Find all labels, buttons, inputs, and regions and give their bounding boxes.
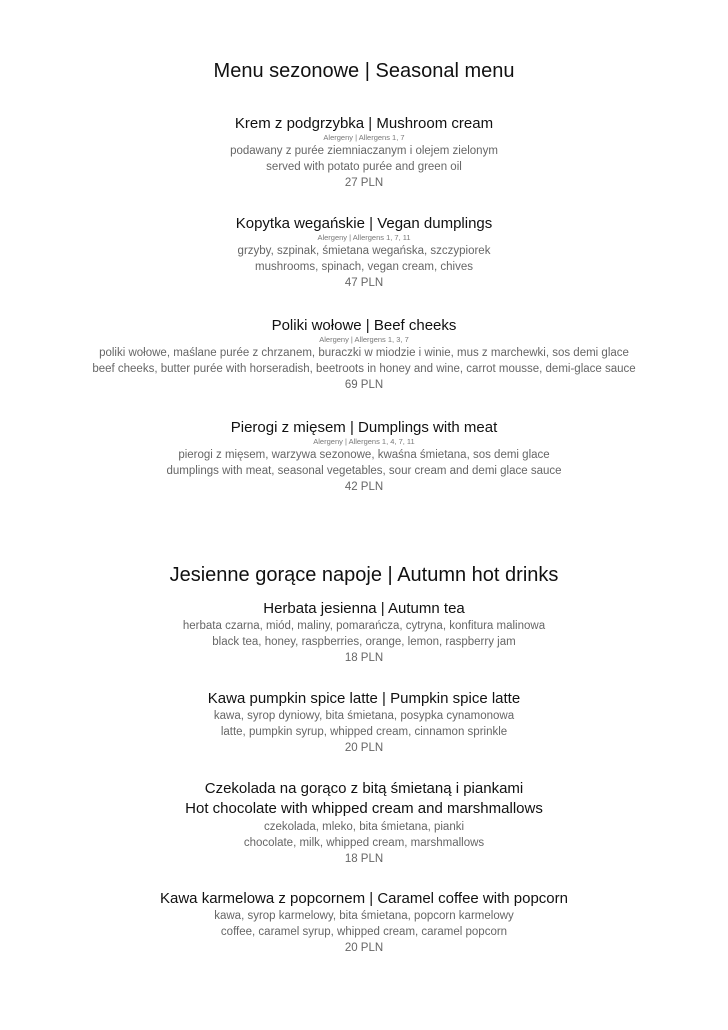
- drink-item-price: 20 PLN: [344, 742, 384, 754]
- menu-item-description-pl: pierogi z mięsem, warzywa sezonowe, kwaśna śmietana, sos demi glace: [178, 449, 550, 461]
- seasonal-menu-title: Menu sezonowe | Seasonal menu: [213, 60, 515, 82]
- drink-item: [0, 779, 728, 867]
- menu-item-allergens: Alergeny | Allergens 1, 7, 11: [317, 233, 411, 242]
- drink-item-price: 18 PLN: [344, 652, 384, 664]
- drink-item-description-en: latte, pumpkin syrup, whipped cream, cinnamon sprinkle: [220, 726, 508, 738]
- drink-item-description-en: black tea, honey, raspberries, orange, lemon, raspberry jam: [212, 636, 516, 648]
- menu-item: [0, 214, 728, 291]
- menu-item-name: Pierogi z mięsem | Dumplings with meat: [230, 419, 498, 436]
- menu-item-description-pl: poliki wołowe, maślane purée z chrzanem, buraczki w miodzie i winie, mus z marchewki, sos demi glace: [99, 347, 629, 359]
- drink-item: [0, 689, 728, 756]
- drink-item-name: Herbata jesienna | Autumn tea: [263, 600, 465, 617]
- drink-item-price: 18 PLN: [344, 853, 384, 865]
- drinks-section-header: [0, 563, 728, 587]
- drink-item: [0, 599, 728, 666]
- drink-item-description-pl: herbata czarna, miód, maliny, pomarańcza, cytryna, konfitura malinowa: [182, 620, 546, 632]
- drink-item-description-pl: czekolada, mleko, bita śmietana, pianki: [263, 821, 465, 833]
- menu-item-description-pl: grzyby, szpinak, śmietana wegańska, szczypiorek: [237, 245, 491, 257]
- menu-item-description-en: beef cheeks, butter purée with horseradish, beetroots in honey and wine, carrot mousse, demi-glace sauce: [92, 363, 636, 375]
- drink-item-price: 20 PLN: [344, 942, 384, 954]
- drink-item-name: Kawa pumpkin spice latte | Pumpkin spice latte: [207, 690, 521, 707]
- menu-item-description-en: mushrooms, spinach, vegan cream, chives: [255, 261, 473, 273]
- drink-item-name: Czekolada na gorąco z bitą śmietaną i piankami: [204, 780, 524, 797]
- menu-item-price: 47 PLN: [344, 277, 384, 289]
- menu-item-allergens: Alergeny | Allergens 1, 7: [323, 133, 405, 142]
- menu-item: [0, 114, 728, 191]
- menu-item-description-en: dumplings with meat, seasonal vegetables, sour cream and demi glace sauce: [166, 465, 562, 477]
- hot-drinks-title: Jesienne gorące napoje | Autumn hot drinks: [169, 564, 559, 586]
- drink-item: [0, 889, 728, 956]
- drink-item-description-pl: kawa, syrop dyniowy, bita śmietana, posypka cynamonowa: [213, 710, 515, 722]
- menu-item-allergens: Alergeny | Allergens 1, 4, 7, 11: [313, 437, 415, 446]
- seasonal-section-header: [0, 59, 728, 83]
- drink-item-description-en: coffee, caramel syrup, whipped cream, caramel popcorn: [220, 926, 508, 938]
- menu-item: [0, 418, 728, 495]
- menu-item-name: Kopytka wegańskie | Vegan dumplings: [235, 215, 493, 232]
- menu-item-description-pl: podawany z purée ziemniaczanym i olejem zielonym: [230, 145, 498, 157]
- drink-item-name: Kawa karmelowa z popcornem | Caramel coffee with popcorn: [160, 890, 568, 907]
- menu-item-price: 69 PLN: [344, 379, 384, 391]
- menu-item-name: Krem z podgrzybka | Mushroom cream: [234, 115, 494, 132]
- menu-item-price: 27 PLN: [344, 177, 384, 189]
- menu-item-allergens: Alergeny | Allergens 1, 3, 7: [319, 335, 409, 344]
- menu-item-price: 42 PLN: [344, 481, 384, 493]
- drink-item-name-en: Hot chocolate with whipped cream and marshmallows: [185, 800, 543, 817]
- menu-item-description-en: served with potato purée and green oil: [266, 161, 462, 173]
- menu-item-name: Poliki wołowe | Beef cheeks: [271, 317, 457, 334]
- drink-item-description-pl: kawa, syrop karmelowy, bita śmietana, popcorn karmelowy: [214, 910, 514, 922]
- drink-item-description-en: chocolate, milk, whipped cream, marshmallows: [243, 837, 485, 849]
- menu-item: [0, 316, 728, 393]
